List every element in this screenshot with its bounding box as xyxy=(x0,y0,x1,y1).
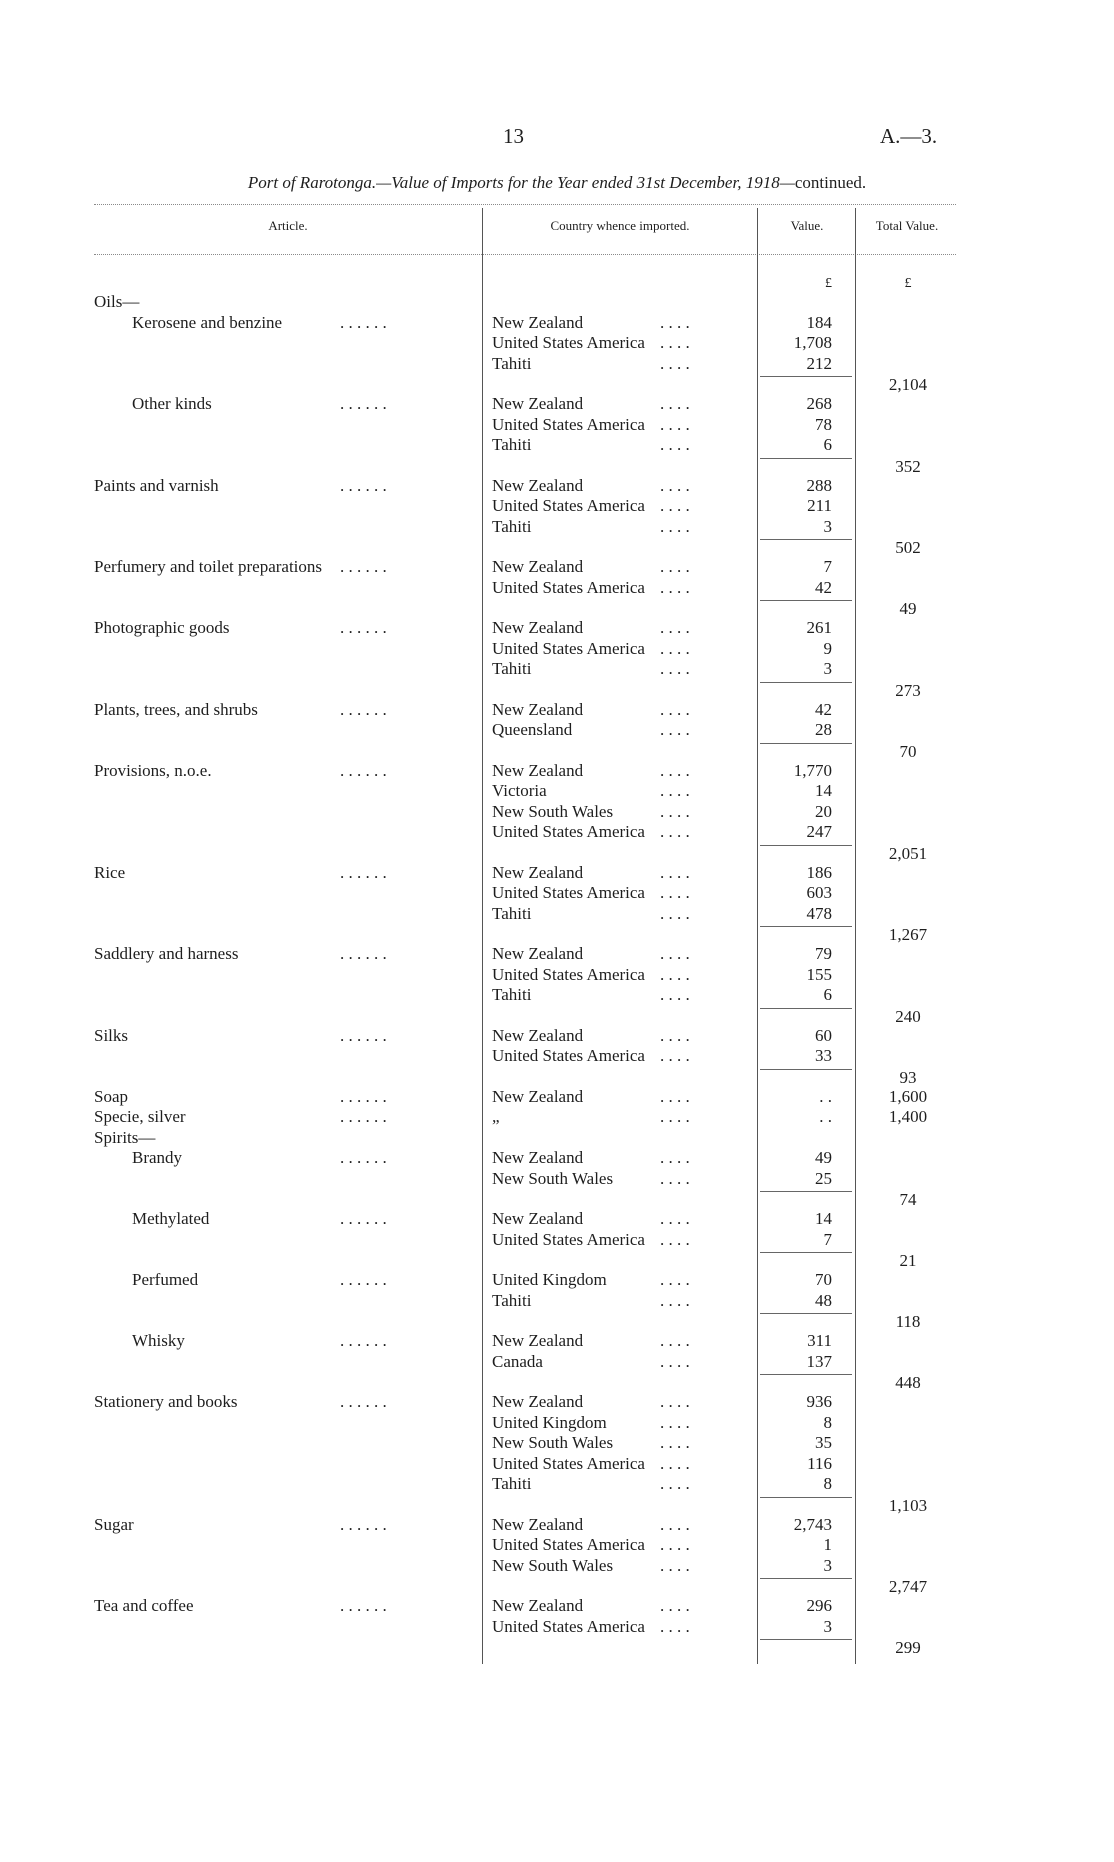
import-value: 14 xyxy=(815,781,832,800)
country-name: Tahiti xyxy=(492,659,532,678)
article-name: Soap xyxy=(94,1086,128,1106)
country-name: United States America xyxy=(492,638,645,658)
import-value: 49 xyxy=(815,1148,832,1167)
article-name: Tea and coffee xyxy=(94,1596,194,1615)
subtotal-rule xyxy=(760,682,852,683)
total-value: 2,104 xyxy=(888,375,928,394)
country-leader-dots: . . . . xyxy=(660,1474,690,1493)
article-name: Stationery and books xyxy=(94,1392,238,1411)
total-value: 1,267 xyxy=(888,925,928,944)
country-name: New Zealand xyxy=(492,312,584,332)
country-name: „ xyxy=(492,1107,500,1126)
import-value: 60 xyxy=(815,1025,832,1045)
article-name: Silks xyxy=(94,1025,129,1045)
import-value: 1 xyxy=(823,1535,832,1554)
header-country: Country whence imported. xyxy=(550,218,690,233)
country-name: Queensland xyxy=(492,720,573,739)
country-leader-dots: . . . . xyxy=(660,394,690,413)
country-name: New Zealand xyxy=(492,862,584,882)
country-name: United States America xyxy=(492,1229,645,1249)
total-unit: £ xyxy=(904,276,912,291)
country-name: New Zealand xyxy=(492,1148,584,1167)
country-name: New Zealand xyxy=(492,1331,584,1350)
subtotal-rule xyxy=(760,1008,852,1009)
country-name: Tahiti xyxy=(492,985,532,1004)
subtotal-rule xyxy=(760,1578,852,1579)
country-name: New Zealand xyxy=(492,1209,584,1228)
country-name: New Zealand xyxy=(492,618,584,637)
total-value: 2,051 xyxy=(888,843,928,863)
country-name: United Kingdom xyxy=(492,1270,607,1289)
country-name: Tahiti xyxy=(492,1290,532,1310)
country-name: United States America xyxy=(492,883,645,902)
country-leader-dots: . . . . xyxy=(660,659,690,678)
country-name: United States America xyxy=(492,964,645,984)
country-name: New South Wales xyxy=(492,1433,614,1452)
country-leader-dots: . . . . xyxy=(660,1616,690,1636)
import-value: . . xyxy=(819,1086,832,1106)
import-value: 8 xyxy=(823,1474,832,1493)
import-value: 603 xyxy=(806,883,832,902)
import-value: 48 xyxy=(815,1290,832,1310)
import-value: 3 xyxy=(823,516,832,536)
import-value: 79 xyxy=(815,944,832,963)
article-leader-dots: . . . . . . xyxy=(340,944,387,963)
import-value: . . xyxy=(819,1107,832,1126)
total-value: 1,400 xyxy=(888,1107,928,1126)
country-name: New Zealand xyxy=(492,699,584,719)
article-name: Whisky xyxy=(132,1331,185,1350)
subtotal-rule xyxy=(760,539,852,540)
total-value: 70 xyxy=(899,741,917,761)
import-value: 1,770 xyxy=(793,760,832,780)
country-leader-dots: . . . . xyxy=(660,1433,690,1452)
import-value: 7 xyxy=(823,1229,832,1249)
country-leader-dots: . . . . xyxy=(660,1290,690,1310)
country-name: United States America xyxy=(492,333,645,352)
subtotal-rule xyxy=(760,926,852,927)
country-leader-dots: . . . . xyxy=(660,1555,690,1575)
country-name: United States America xyxy=(492,1535,645,1554)
article-name: Other kinds xyxy=(132,394,212,413)
subtotal-rule xyxy=(760,600,852,601)
import-value: 311 xyxy=(807,1331,832,1350)
import-value: 116 xyxy=(807,1453,832,1473)
subtotal-rule xyxy=(760,1313,852,1314)
country-leader-dots: . . . . xyxy=(660,1148,690,1167)
import-value: 42 xyxy=(815,699,832,719)
import-value: 14 xyxy=(815,1209,832,1228)
import-value: 1,708 xyxy=(793,333,832,352)
country-name: New Zealand xyxy=(492,760,584,780)
article-leader-dots: . . . . . . xyxy=(340,394,387,413)
import-value: 155 xyxy=(806,964,832,984)
value-unit: £ xyxy=(825,276,832,291)
header-article: Article. xyxy=(268,218,308,233)
total-value: 240 xyxy=(895,1006,921,1026)
import-value: 212 xyxy=(806,353,832,373)
country-leader-dots: . . . . xyxy=(660,1392,690,1411)
article-name: Provisions, n.o.e. xyxy=(94,760,212,780)
country-leader-dots: . . . . xyxy=(660,557,690,576)
country-name: Victoria xyxy=(492,781,547,800)
article-name: Plants, trees, and shrubs xyxy=(94,699,258,719)
import-value: 25 xyxy=(815,1168,832,1188)
country-leader-dots: . . . . xyxy=(660,1331,690,1350)
total-value: 2,747 xyxy=(888,1577,928,1596)
total-value: 502 xyxy=(895,538,921,557)
article-leader-dots: . . . . . . xyxy=(340,1270,387,1289)
subtotal-rule xyxy=(760,1252,852,1253)
country-leader-dots: . . . . xyxy=(660,985,690,1004)
country-leader-dots: . . . . xyxy=(660,516,690,536)
country-leader-dots: . . . . xyxy=(660,1596,690,1615)
import-value: 2,743 xyxy=(793,1514,832,1534)
article-heading: Spirits— xyxy=(94,1127,156,1147)
column-divider-country xyxy=(757,208,758,1664)
import-value: 296 xyxy=(806,1596,832,1615)
country-leader-dots: . . . . xyxy=(660,577,690,597)
country-name: New Zealand xyxy=(492,1514,584,1534)
import-value: 70 xyxy=(815,1270,832,1289)
import-value: 247 xyxy=(806,822,832,841)
country-leader-dots: . . . . xyxy=(660,618,690,637)
country-leader-dots: . . . . xyxy=(660,862,690,882)
import-value: 9 xyxy=(823,638,832,658)
country-leader-dots: . . . . xyxy=(660,699,690,719)
article-name: Kerosene and benzine xyxy=(132,312,283,332)
table-title-tail: continued. xyxy=(794,173,867,192)
country-leader-dots: . . . . xyxy=(660,1453,690,1473)
article-leader-dots: . . . . . . xyxy=(340,1596,387,1615)
country-name: New Zealand xyxy=(492,394,584,413)
article-leader-dots: . . . . . . xyxy=(340,618,387,637)
country-leader-dots: . . . . xyxy=(660,1412,690,1432)
article-leader-dots: . . . . . . xyxy=(340,1107,387,1126)
subtotal-rule xyxy=(760,376,852,377)
country-name: New South Wales xyxy=(492,1555,614,1575)
country-name: New Zealand xyxy=(492,557,584,576)
article-name: Perfumed xyxy=(132,1270,199,1289)
header-top-rule xyxy=(94,204,956,205)
country-leader-dots: . . . . xyxy=(660,1535,690,1554)
total-value: 74 xyxy=(899,1190,917,1209)
country-leader-dots: . . . . xyxy=(660,333,690,352)
subtotal-rule xyxy=(760,743,852,744)
import-value: 42 xyxy=(815,577,832,597)
import-value: 78 xyxy=(815,414,832,434)
country-leader-dots: . . . . xyxy=(660,720,690,739)
country-name: Tahiti xyxy=(492,435,532,454)
header-total: Total Value. xyxy=(875,218,939,233)
country-leader-dots: . . . . xyxy=(660,944,690,963)
import-value: 3 xyxy=(823,1555,832,1575)
country-leader-dots: . . . . xyxy=(660,353,690,373)
country-leader-dots: . . . . xyxy=(660,1229,690,1249)
country-leader-dots: . . . . xyxy=(660,475,690,495)
import-value: 28 xyxy=(815,720,832,739)
import-value: 8 xyxy=(823,1412,832,1432)
total-value: 1,600 xyxy=(888,1086,928,1106)
country-leader-dots: . . . . xyxy=(660,1270,690,1289)
article-leader-dots: . . . . . . xyxy=(340,557,387,576)
country-name: New South Wales xyxy=(492,801,614,821)
country-leader-dots: . . . . xyxy=(660,1514,690,1534)
article-name: Brandy xyxy=(132,1148,183,1167)
article-leader-dots: . . . . . . xyxy=(340,1331,387,1350)
country-leader-dots: . . . . xyxy=(660,760,690,780)
total-value: 1,103 xyxy=(888,1495,928,1515)
column-divider-value xyxy=(855,208,856,1664)
country-name: New Zealand xyxy=(492,1086,584,1106)
country-name: Tahiti xyxy=(492,516,532,536)
total-value: 273 xyxy=(895,680,921,700)
subtotal-rule xyxy=(760,458,852,459)
article-name: Specie, silver xyxy=(94,1107,186,1126)
article-name: Sugar xyxy=(94,1514,134,1534)
country-name: United States America xyxy=(492,414,645,434)
total-value: 118 xyxy=(895,1312,921,1331)
subtotal-rule xyxy=(760,1374,852,1375)
country-name: Tahiti xyxy=(492,353,532,373)
country-name: United States America xyxy=(492,1046,645,1065)
article-name: Methylated xyxy=(132,1209,210,1228)
article-name: Photographic goods xyxy=(94,618,230,637)
subtotal-rule xyxy=(760,1191,852,1192)
subtotal-rule xyxy=(760,845,852,846)
subtotal-rule xyxy=(760,1639,852,1640)
import-value: 478 xyxy=(806,903,832,923)
country-leader-dots: . . . . xyxy=(660,1046,690,1065)
table-title xyxy=(0,173,1114,193)
article-leader-dots: . . . . . . xyxy=(340,760,387,780)
import-value: 261 xyxy=(806,618,832,637)
country-leader-dots: . . . . xyxy=(660,1351,690,1371)
page-number: 13 xyxy=(503,124,524,148)
table-title-main: Port of Rarotonga.—Value of Imports for the Year ended 31st December, 1918— xyxy=(247,173,795,192)
country-name: New Zealand xyxy=(492,1596,584,1615)
article-name: Rice xyxy=(94,862,126,882)
article-leader-dots: . . . . . . xyxy=(340,1514,387,1534)
import-value: 268 xyxy=(806,394,832,413)
article-leader-dots: . . . . . . xyxy=(340,475,387,495)
country-name: New Zealand xyxy=(492,1392,584,1411)
country-name: New South Wales xyxy=(492,1168,614,1188)
import-value: 35 xyxy=(815,1433,832,1452)
country-name: New Zealand xyxy=(492,475,584,495)
import-value: 6 xyxy=(823,435,832,454)
country-leader-dots: . . . . xyxy=(660,312,690,332)
country-leader-dots: . . . . xyxy=(660,883,690,902)
article-leader-dots: . . . . . . xyxy=(340,1392,387,1411)
article-name: Saddlery and harness xyxy=(94,944,239,963)
article-name: Perfumery and toilet preparations xyxy=(94,557,323,576)
country-leader-dots: . . . . xyxy=(660,414,690,434)
country-name: New Zealand xyxy=(492,944,584,963)
country-name: United States America xyxy=(492,1453,645,1473)
total-value: 93 xyxy=(899,1067,917,1087)
article-leader-dots: . . . . . . xyxy=(340,862,387,882)
article-heading: Oils— xyxy=(94,292,140,311)
import-value: 186 xyxy=(806,862,832,882)
total-value: 299 xyxy=(895,1638,921,1657)
country-leader-dots: . . . . xyxy=(660,435,690,454)
import-value: 3 xyxy=(823,659,832,678)
country-name: United States America xyxy=(492,577,645,597)
country-leader-dots: . . . . xyxy=(660,801,690,821)
country-leader-dots: . . . . xyxy=(660,638,690,658)
subtotal-rule xyxy=(760,1497,852,1498)
subtotal-rule xyxy=(760,1069,852,1070)
country-leader-dots: . . . . xyxy=(660,1086,690,1106)
country-leader-dots: . . . . xyxy=(660,1025,690,1045)
import-value: 20 xyxy=(815,801,832,821)
country-leader-dots: . . . . xyxy=(660,496,690,515)
country-leader-dots: . . . . xyxy=(660,781,690,800)
import-value: 137 xyxy=(806,1351,832,1371)
country-leader-dots: . . . . xyxy=(660,1107,690,1126)
article-leader-dots: . . . . . . xyxy=(340,312,387,332)
article-leader-dots: . . . . . . xyxy=(340,1025,387,1045)
import-value: 288 xyxy=(806,475,832,495)
import-value: 3 xyxy=(823,1616,832,1636)
total-value: 352 xyxy=(895,456,921,476)
country-leader-dots: . . . . xyxy=(660,903,690,923)
country-name: United States America xyxy=(492,1616,645,1636)
country-name: United States America xyxy=(492,822,645,841)
import-value: 184 xyxy=(806,312,832,332)
import-value: 936 xyxy=(806,1392,832,1411)
import-value: 7 xyxy=(823,557,832,576)
total-value: 49 xyxy=(899,599,917,618)
country-name: United States America xyxy=(492,496,645,515)
header-bottom-rule xyxy=(94,254,956,255)
import-value: 211 xyxy=(807,496,832,515)
country-leader-dots: . . . . xyxy=(660,1168,690,1188)
page-reference: A.—3. xyxy=(880,124,938,148)
country-leader-dots: . . . . xyxy=(660,1209,690,1228)
article-leader-dots: . . . . . . xyxy=(340,1086,387,1106)
total-value: 448 xyxy=(895,1373,921,1392)
total-value: 21 xyxy=(899,1251,917,1270)
article-leader-dots: . . . . . . xyxy=(340,1209,387,1228)
article-leader-dots: . . . . . . xyxy=(340,1148,387,1167)
country-name: Canada xyxy=(492,1351,543,1371)
import-value: 33 xyxy=(815,1046,832,1065)
country-name: Tahiti xyxy=(492,903,532,923)
article-name: Paints and varnish xyxy=(94,475,219,495)
import-value: 6 xyxy=(823,985,832,1004)
country-name: United Kingdom xyxy=(492,1412,607,1432)
header-value: Value. xyxy=(790,218,824,233)
column-divider-article xyxy=(482,208,483,1664)
country-leader-dots: . . . . xyxy=(660,964,690,984)
country-name: New Zealand xyxy=(492,1025,584,1045)
country-leader-dots: . . . . xyxy=(660,822,690,841)
article-leader-dots: . . . . . . xyxy=(340,699,387,719)
country-name: Tahiti xyxy=(492,1474,532,1493)
